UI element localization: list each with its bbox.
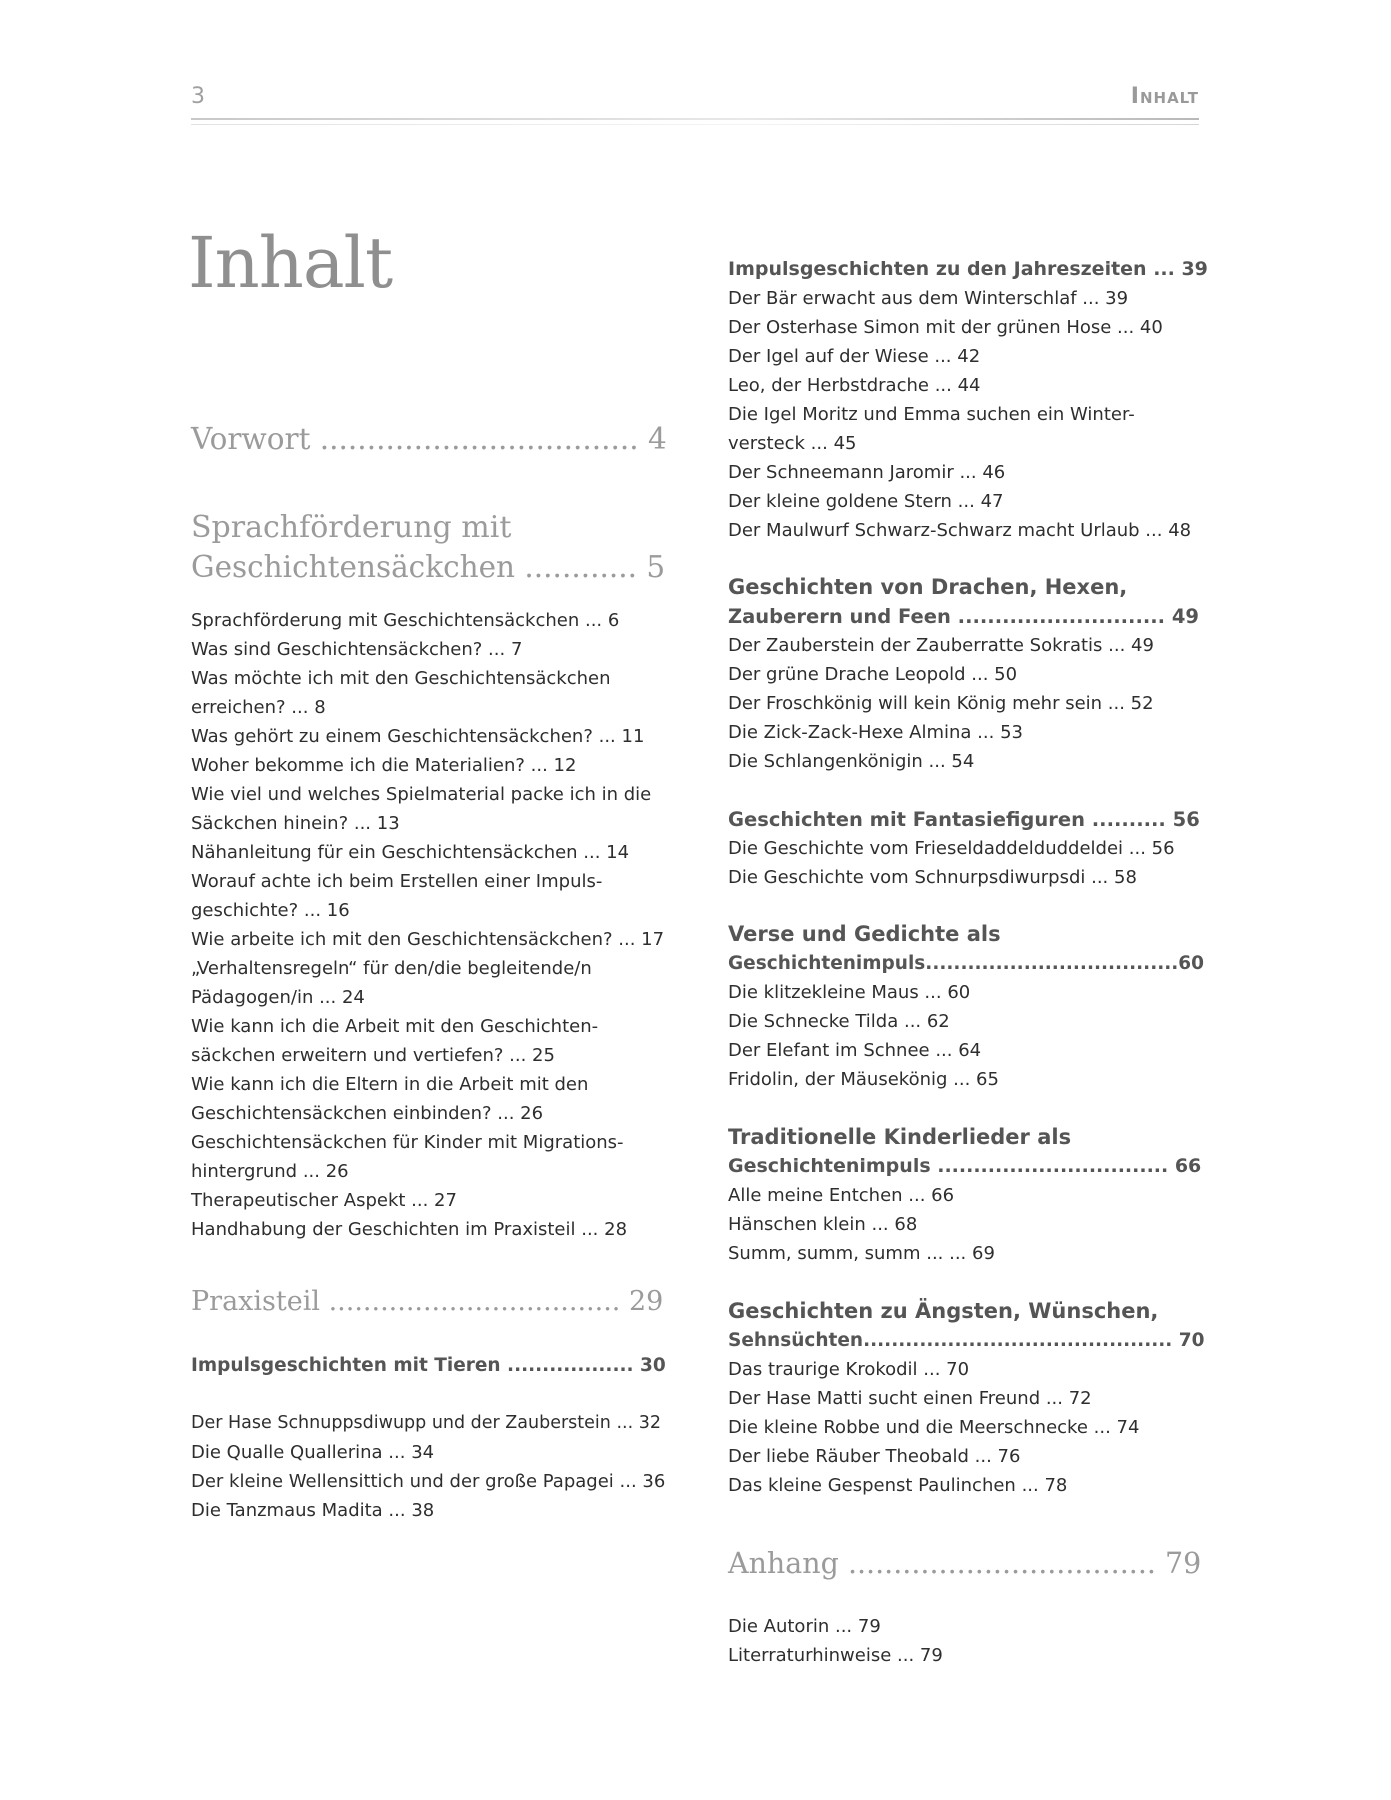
toc-entry[interactable]: Worauf achte ich beim Erstellen einer Impuls-: [191, 871, 603, 892]
tiere-entry-list: [191, 1380, 665, 1525]
toc-entry[interactable]: Der Froschkönig will kein König mehr sein ... 52: [728, 693, 1154, 714]
running-header: [191, 80, 1199, 120]
toc-entry[interactable]: säckchen erweitern und vertiefen? ... 25: [191, 1045, 555, 1066]
toc-entry[interactable]: Der Elefant im Schnee ... 64: [728, 1040, 982, 1061]
toc-entry[interactable]: Der Maulwurf Schwarz-Schwarz macht Urlaub ... 48: [728, 520, 1192, 541]
toc-entry[interactable]: hintergrund ... 26: [191, 1161, 349, 1182]
toc-entry[interactable]: Der grüne Drache Leopold ... 50: [728, 664, 1018, 685]
toc-entry[interactable]: Der Hase Matti sucht einen Freund ... 72: [728, 1388, 1092, 1409]
lieder-entry-list: [728, 1181, 995, 1268]
sprachfoerderung-entry-list: [191, 606, 664, 1244]
section-drachen-line2[interactable]: Zauberern und Feen ............................ 49: [728, 605, 1199, 628]
toc-entry[interactable]: Die Qualle Quallerina ... 34: [191, 1442, 435, 1463]
running-header-title: Inhalt: [1130, 84, 1199, 109]
toc-entry[interactable]: Pädagogen/in ... 24: [191, 987, 365, 1008]
chapter-sprachfoerderung-line2[interactable]: Geschichtensäckchen ............ 5: [191, 550, 666, 584]
toc-entry[interactable]: Wie arbeite ich mit den Geschichtensäckchen? ... 17: [191, 929, 665, 950]
toc-entry[interactable]: Hänschen klein ... 68: [728, 1214, 918, 1235]
toc-entry[interactable]: Geschichtensäckchen für Kinder mit Migrations-: [191, 1132, 624, 1153]
toc-entry[interactable]: Nähanleitung für ein Geschichtensäckchen ... 14: [191, 842, 630, 863]
toc-entry[interactable]: versteck ... 45: [728, 433, 857, 454]
chapter-vorwort[interactable]: Vorwort .................................. 4: [191, 422, 667, 456]
toc-entry[interactable]: Handhabung der Geschichten im Praxisteil ... 28: [191, 1219, 628, 1240]
toc-entry[interactable]: Säckchen hinein? ... 13: [191, 813, 400, 834]
toc-entry[interactable]: erreichen? ... 8: [191, 697, 326, 718]
toc-entry[interactable]: Summ, summ, summ ... ... 69: [728, 1243, 995, 1264]
toc-entry[interactable]: Das traurige Krokodil ... 70: [728, 1359, 970, 1380]
chapter-anhang[interactable]: Anhang .................................. 79: [728, 1547, 1202, 1580]
section-verse-line1[interactable]: Verse und Gedichte als: [728, 922, 1001, 946]
fantasie-entry-list: [728, 834, 1175, 892]
toc-entry[interactable]: Was sind Geschichtensäckchen? ... 7: [191, 639, 523, 660]
aengste-entry-list: [728, 1355, 1139, 1500]
toc-entry[interactable]: Die Autorin ... 79: [728, 1616, 881, 1637]
section-fantasiefiguren[interactable]: Geschichten mit Fantasiefiguren .......... 56: [728, 808, 1200, 831]
toc-entry[interactable]: Das kleine Gespenst Paulinchen ... 78: [728, 1475, 1068, 1496]
anhang-entry-list: [728, 1612, 943, 1670]
toc-entry[interactable]: Der Schneemann Jaromir ... 46: [728, 462, 1006, 483]
toc-entry[interactable]: Die Geschichte vom Schnurpsdiwurpsdi ... 58: [728, 867, 1137, 888]
toc-entry[interactable]: Die kleine Robbe und die Meerschnecke ... 74: [728, 1417, 1140, 1438]
toc-entry[interactable]: Der kleine Wellensittich und der große Papagei ... 36: [191, 1471, 666, 1492]
section-verse-line2[interactable]: Geschichtenimpuls....................................60: [728, 953, 1205, 974]
toc-entry[interactable]: [191, 1380, 665, 1409]
toc-entry[interactable]: Fridolin, der Mäusekönig ... 65: [728, 1069, 999, 1090]
toc-entry[interactable]: Geschichtensäckchen einbinden? ... 26: [191, 1103, 544, 1124]
verse-entry-list: [728, 978, 999, 1094]
header-rule: [191, 118, 1199, 120]
toc-entry[interactable]: Der Osterhase Simon mit der grünen Hose ... 40: [728, 317, 1163, 338]
toc-entry[interactable]: Wie kann ich die Eltern in die Arbeit mit den: [191, 1074, 589, 1095]
toc-entry[interactable]: Die Schnecke Tilda ... 62: [728, 1011, 950, 1032]
page-number: 3: [191, 84, 205, 109]
toc-entry[interactable]: Woher bekomme ich die Materialien? ... 12: [191, 755, 577, 776]
toc-entry[interactable]: Wie kann ich die Arbeit mit den Geschichten-: [191, 1016, 599, 1037]
section-drachen-line1[interactable]: Geschichten von Drachen, Hexen,: [728, 575, 1128, 599]
toc-entry[interactable]: Was gehört zu einem Geschichtensäckchen? ... 11: [191, 726, 645, 747]
section-aengste-line2[interactable]: Sehnsüchten............................................ 70: [728, 1330, 1205, 1351]
section-kinderlieder-line2[interactable]: Geschichtenimpuls ................................ 66: [728, 1155, 1202, 1177]
page-title: Inhalt: [188, 222, 393, 304]
section-jahreszeiten[interactable]: Impulsgeschichten zu den Jahreszeiten ... 39: [728, 258, 1208, 280]
toc-entry[interactable]: Sprachförderung mit Geschichtensäckchen ... 6: [191, 610, 620, 631]
toc-entry[interactable]: Der Bär erwacht aus dem Winterschlaf ... 39: [728, 288, 1129, 309]
chapter-sprachfoerderung-line1[interactable]: Sprachförderung mit: [191, 510, 512, 545]
toc-entry[interactable]: Die Zick-Zack-Hexe Almina ... 53: [728, 722, 1023, 743]
toc-entry[interactable]: Therapeutischer Aspekt ... 27: [191, 1190, 457, 1211]
toc-entry[interactable]: Alle meine Entchen ... 66: [728, 1185, 955, 1206]
chapter-praxisteil[interactable]: Praxisteil .................................. 29: [191, 1286, 664, 1317]
header-rule-secondary: [191, 124, 1199, 125]
toc-entry[interactable]: Die Igel Moritz und Emma suchen ein Winter-: [728, 404, 1135, 425]
toc-entry[interactable]: Der liebe Räuber Theobald ... 76: [728, 1446, 1021, 1467]
toc-entry[interactable]: Die Tanzmaus Madita ... 38: [191, 1500, 435, 1521]
section-kinderlieder-line1[interactable]: Traditionelle Kinderlieder als: [728, 1125, 1072, 1149]
toc-entry[interactable]: „Verhaltensregeln“ für den/die begleitende/n: [191, 958, 592, 979]
toc-entry[interactable]: Die klitzekleine Maus ... 60: [728, 982, 971, 1003]
toc-entry[interactable]: Die Schlangenkönigin ... 54: [728, 751, 975, 772]
toc-entry[interactable]: Leo, der Herbstdrache ... 44: [728, 375, 981, 396]
drachen-entry-list: [728, 631, 1154, 776]
toc-entry[interactable]: Was möchte ich mit den Geschichtensäckchen: [191, 668, 611, 689]
toc-entry[interactable]: Der Igel auf der Wiese ... 42: [728, 346, 981, 367]
toc-entry[interactable]: Die Geschichte vom Frieseldaddelduddeldei ... 56: [728, 838, 1175, 859]
toc-entry[interactable]: Der Hase Schnuppsdiwupp und der Zauberstein ... 32: [191, 1413, 661, 1433]
section-impulsgeschichten-tiere[interactable]: Impulsgeschichten mit Tieren .................. 30: [191, 1355, 666, 1376]
toc-entry[interactable]: Wie viel und welches Spielmaterial packe ich in die: [191, 784, 652, 805]
section-aengste-line1[interactable]: Geschichten zu Ängsten, Wünschen,: [728, 1299, 1159, 1323]
toc-entry[interactable]: Der kleine goldene Stern ... 47: [728, 491, 1004, 512]
jahreszeiten-entry-list: [728, 284, 1191, 545]
toc-entry[interactable]: geschichte? ... 16: [191, 900, 350, 921]
toc-entry[interactable]: Der Zauberstein der Zauberratte Sokratis ... 49: [728, 635, 1154, 656]
toc-entry[interactable]: Literraturhinweise ... 79: [728, 1645, 943, 1666]
